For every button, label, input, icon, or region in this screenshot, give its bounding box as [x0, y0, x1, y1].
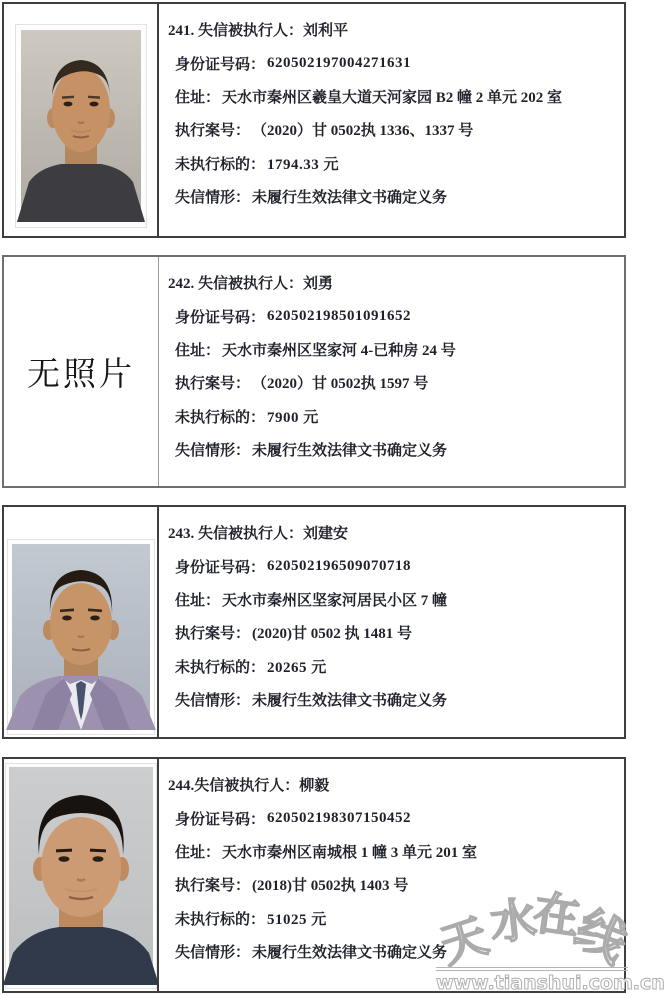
debtor-card	[2, 255, 626, 488]
portrait-man-purple-suit	[12, 544, 150, 730]
debtor-name: 刘建安	[303, 526, 349, 543]
portrait-man-navy-top	[9, 767, 153, 985]
status-line	[168, 433, 618, 466]
id-line	[168, 46, 618, 79]
address-label: 住址：	[175, 89, 221, 106]
case-value: （2020）甘 0502执 1336、1337 号	[252, 123, 474, 140]
case-label: 执行案号：	[175, 626, 251, 643]
amount-value: 1794.33 元	[267, 156, 340, 173]
info-cell	[159, 4, 624, 236]
id-label: 身份证号码：	[175, 309, 266, 326]
record-number-label: 241. 失信被执行人：	[168, 23, 304, 40]
debtor-name: 刘勇	[303, 276, 334, 293]
id-label: 身份证号码：	[175, 559, 266, 576]
watermark-char: 天	[433, 908, 495, 974]
case-value: (2020)甘 0502 执 1481 号	[252, 626, 413, 643]
case-line	[168, 868, 618, 901]
header-line	[168, 266, 618, 299]
status-value: 未履行生效法律文书确定义务	[252, 693, 448, 710]
debtor-name: 刘利平	[303, 23, 349, 40]
id-value: 620502198307150452	[267, 809, 412, 826]
case-value: （2020）甘 0502执 1597 号	[252, 376, 429, 393]
address-label: 住址：	[175, 844, 221, 861]
watermark-char: 水	[487, 891, 540, 951]
id-line	[168, 801, 618, 834]
address-value: 天水市秦州区羲皇大道天河家园 B2 幢 2 单元 202 室	[222, 89, 563, 106]
address-value: 天水市秦州区坚家河 4-已种房 24 号	[222, 342, 456, 359]
amount-line	[168, 147, 618, 180]
address-value: 天水市秦州区南城根 1 幢 3 单元 201 室	[222, 844, 478, 861]
portrait-photo	[16, 25, 146, 227]
status-label: 失信情形：	[175, 693, 251, 710]
case-value: (2018)甘 0502执 1403 号	[252, 878, 409, 895]
amount-label: 未执行标的：	[175, 409, 266, 426]
status-value: 未履行生效法律文书确定义务	[252, 190, 448, 207]
debtor-card	[2, 2, 626, 238]
address-label: 住址：	[175, 592, 221, 609]
amount-value: 7900 元	[267, 409, 319, 426]
amount-label: 未执行标的：	[175, 659, 266, 676]
record-number-label: 244.失信被执行人：	[168, 778, 300, 795]
portrait-photo	[8, 540, 154, 734]
status-label: 失信情形：	[175, 190, 251, 207]
photo-cell	[4, 4, 159, 236]
address-line	[168, 80, 618, 113]
amount-label: 未执行标的：	[175, 156, 266, 173]
address-line	[168, 835, 618, 868]
info-cell	[159, 257, 624, 486]
debtor-card	[2, 505, 626, 739]
record-number-label: 242. 失信被执行人：	[168, 276, 304, 293]
photo-cell	[4, 257, 159, 486]
id-label: 身份证号码：	[175, 56, 266, 73]
amount-value: 20265 元	[267, 659, 327, 676]
amount-label: 未执行标的：	[175, 911, 266, 928]
case-line	[168, 366, 618, 399]
status-value: 未履行生效法律文书确定义务	[252, 945, 448, 962]
id-value: 620502196509070718	[267, 557, 412, 574]
case-label: 执行案号：	[175, 376, 251, 393]
status-label: 失信情形：	[175, 443, 251, 460]
id-label: 身份证号码：	[175, 811, 266, 828]
case-label: 执行案号：	[175, 878, 251, 895]
portrait-photo	[6, 764, 156, 988]
amount-line	[168, 650, 618, 683]
status-line	[168, 180, 618, 213]
portrait-man-dark-tshirt	[21, 30, 141, 222]
watermark-url: www.tianshui.com.cn	[436, 972, 665, 994]
amount-line	[168, 400, 618, 433]
info-cell	[159, 759, 624, 991]
address-line	[168, 333, 618, 366]
watermark-char: 在	[530, 885, 584, 945]
photo-cell	[4, 759, 159, 991]
id-value: 620502197004271631	[267, 54, 412, 71]
status-line	[168, 935, 618, 968]
header-line	[168, 516, 618, 549]
status-line	[168, 683, 618, 716]
watermark-char: 线	[565, 899, 637, 974]
debtor-name: 柳毅	[299, 778, 330, 795]
id-line	[168, 299, 618, 332]
id-value: 620502198501091652	[267, 307, 412, 324]
id-line	[168, 549, 618, 582]
address-value: 天水市秦州区坚家河居民小区 7 幢	[222, 592, 448, 609]
case-line	[168, 113, 618, 146]
amount-line	[168, 902, 618, 935]
header-line	[168, 768, 618, 801]
info-cell	[159, 507, 624, 737]
amount-value: 51025 元	[267, 911, 327, 928]
no-photo-text: 无照片	[27, 357, 135, 393]
debtor-card	[2, 757, 626, 993]
record-number-label: 243. 失信被执行人：	[168, 526, 304, 543]
address-line	[168, 583, 618, 616]
header-line	[168, 13, 618, 46]
status-label: 失信情形：	[175, 945, 251, 962]
photo-cell	[4, 507, 159, 737]
case-line	[168, 616, 618, 649]
status-value: 未履行生效法律文书确定义务	[252, 443, 448, 460]
address-label: 住址：	[175, 342, 221, 359]
case-label: 执行案号：	[175, 123, 251, 140]
